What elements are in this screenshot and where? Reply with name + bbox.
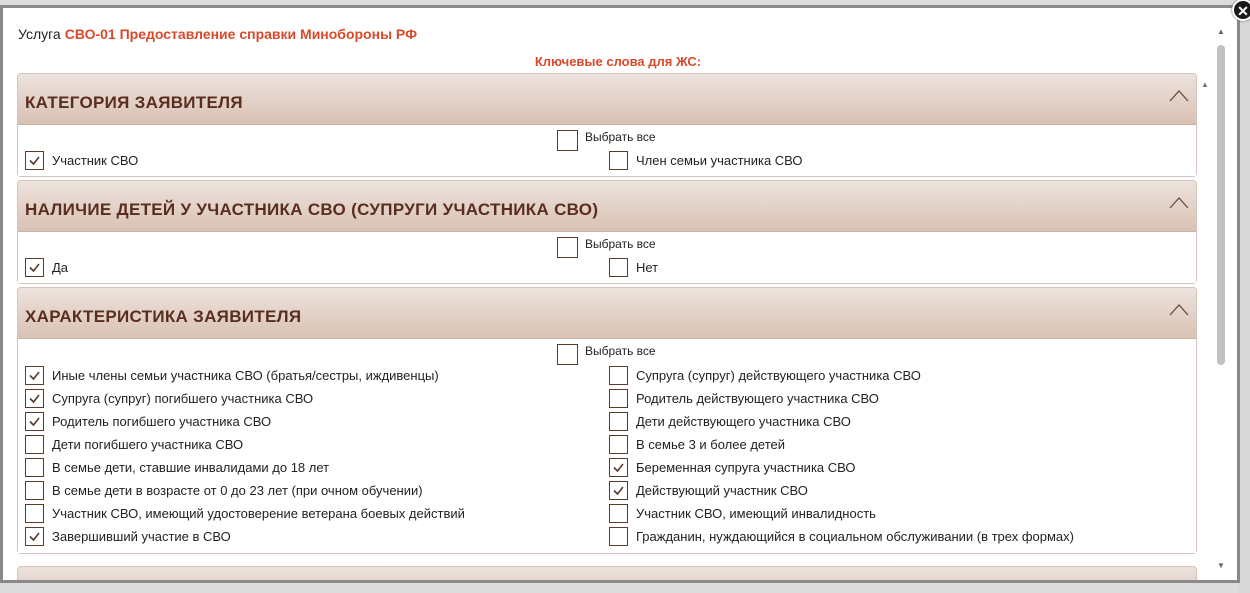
checkbox-item[interactable] [609,366,921,385]
select-all[interactable] [557,130,656,151]
checkbox[interactable] [25,258,44,277]
checkbox-item[interactable] [25,504,465,523]
checkbox-item[interactable] [609,527,1074,546]
scroll-up-arrow-icon[interactable]: ▲ [1217,27,1225,36]
checkbox-item[interactable] [25,435,243,454]
checkbox-item[interactable] [25,412,271,431]
checkbox-label: Родитель погибшего участника СВО [52,414,272,429]
section-body [18,232,1196,283]
checkbox-item[interactable] [25,366,439,385]
checkbox-label: В семье дети, ставшие инвалидами до 18 лет [52,460,330,475]
checkbox-label: Да [52,260,69,275]
checkbox[interactable] [609,389,628,408]
checkbox[interactable] [25,366,44,385]
checkbox-label: В семье дети в возрасте от 0 до 23 лет (при очном обучении) [52,483,423,498]
checkbox-label: Участник СВО, имеющий инвалидность [636,506,876,521]
section-title: КАТЕГОРИЯ ЗАЯВИТЕЛЯ [25,93,243,112]
keywords-label: Ключевые слова для ЖС: [534,54,702,69]
checkbox-label: Завершивший участие в СВО [52,529,231,544]
section-applicant-category [17,73,1197,177]
checkbox[interactable] [25,527,44,546]
checkbox[interactable] [25,435,44,454]
checkbox-item[interactable] [609,435,785,454]
checkbox-label: Участник СВО [52,153,139,168]
checkbox[interactable] [609,151,628,170]
checkbox-item[interactable] [609,481,808,500]
checkbox-label: Родитель действующего участника СВО [636,391,879,406]
checkmark-icon [612,484,625,497]
checkbox[interactable] [609,527,628,546]
select-all[interactable] [557,237,656,258]
checkbox-item[interactable] [609,258,658,277]
checkmark-icon [28,261,41,274]
checkmark-icon [28,530,41,543]
checkmark-icon [28,415,41,428]
scroll-thumb[interactable] [1217,45,1225,365]
service-modal [0,3,1249,583]
section-title: ХАРАКТЕРИСТИКА ЗАЯВИТЕЛЯ [25,307,302,326]
checkbox-label: Участник СВО, имеющий удостоверение ветерана боевых действий [52,506,465,521]
sections-container [17,73,1197,573]
checkmark-icon [612,461,625,474]
checkbox-item[interactable] [25,481,423,500]
scroll-down-arrow-icon[interactable]: ▼ [1217,561,1225,570]
checkmark-icon [28,392,41,405]
chevron-up-icon[interactable] [1169,88,1189,102]
checkbox[interactable] [25,458,44,477]
checkbox-item[interactable] [25,258,68,277]
select-all-label: Выбрать все [585,130,656,144]
checkbox-item[interactable] [25,151,138,170]
checkbox-item[interactable] [609,151,803,170]
checkbox[interactable] [609,258,628,277]
checkbox-item[interactable] [609,389,879,408]
modal-scrollbar[interactable] [1214,25,1228,578]
section-applicant-characteristics [17,287,1197,554]
checkbox-item[interactable] [609,412,851,431]
checkbox-item[interactable] [25,458,329,477]
close-icon[interactable]: ✕ [1232,0,1250,21]
checkbox-label: Дети погибшего участника СВО [52,437,244,452]
select-all-label: Выбрать все [585,344,656,358]
section-header[interactable] [18,74,1196,125]
chevron-up-icon[interactable] [1169,302,1189,316]
section-title: НАЛИЧИЕ ДЕТЕЙ У УЧАСТНИКА СВО (СУПРУГИ УЧАСТНИКА СВО) [25,200,599,219]
checkbox[interactable] [609,481,628,500]
service-name: СВО-01 Предоставление справки Минобороны РФ [64,26,418,42]
select-all-label: Выбрать все [585,237,656,251]
section-header[interactable] [18,181,1196,232]
section-body [18,339,1196,553]
service-prefix: Услуга [18,26,61,42]
checkbox-item[interactable] [609,504,876,523]
section-header[interactable] [18,288,1196,339]
checkmark-icon [28,369,41,382]
checkbox-label: Действующий участник СВО [636,483,808,498]
checkbox[interactable] [609,504,628,523]
checkbox[interactable] [25,412,44,431]
checkbox[interactable] [557,237,578,258]
section-children [17,180,1197,284]
checkbox[interactable] [609,458,628,477]
checkbox-label: Дети действующего участника СВО [636,414,851,429]
chevron-up-icon[interactable] [1169,195,1189,209]
checkmark-icon [28,154,41,167]
checkbox[interactable] [25,151,44,170]
checkbox-item[interactable] [25,527,231,546]
checkbox-label: Беременная супруга участника СВО [636,460,856,475]
checkbox[interactable] [557,344,578,365]
checkbox-label: Иные члены семьи участника СВО (братья/сестры, иждивенцы) [52,368,439,383]
checkbox[interactable] [609,366,628,385]
section-body [18,125,1196,176]
checkbox[interactable] [609,435,628,454]
checkbox-label: Супруга (супруг) погибшего участника СВО [52,391,314,406]
checkbox-item[interactable] [609,458,856,477]
checkbox-label: Нет [636,260,659,275]
next-section-header[interactable] [17,566,1197,580]
checkbox[interactable] [25,481,44,500]
select-all[interactable] [557,344,656,365]
checkbox-label: Гражданин, нуждающийся в социальном обслуживании (в трех формах) [636,529,1074,544]
checkbox-item[interactable] [25,389,313,408]
checkbox-label: В семье 3 и более детей [636,437,786,452]
checkbox[interactable] [609,412,628,431]
inner-scroll-up-arrow-icon[interactable]: ▲ [1201,80,1209,89]
checkbox-label: Член семьи участника СВО [636,153,803,168]
checkbox[interactable] [25,389,44,408]
checkbox[interactable] [25,504,44,523]
checkbox[interactable] [557,130,578,151]
service-title [18,26,417,42]
checkbox-label: Супруга (супруг) действующего участника СВО [636,368,921,383]
